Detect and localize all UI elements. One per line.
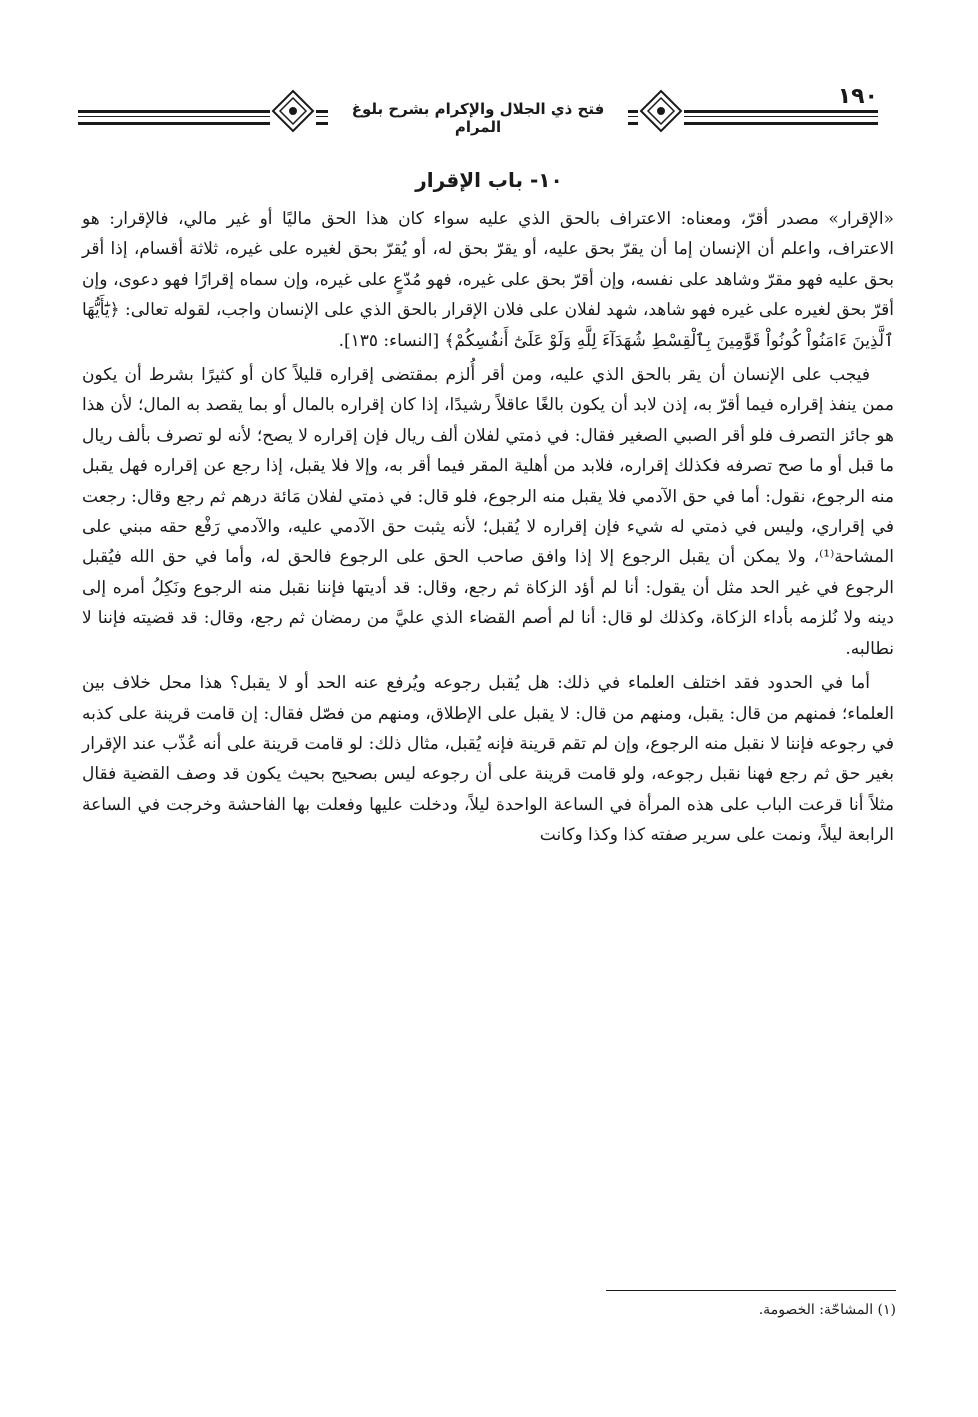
footnote: (١) المشاحّة: الخصومة.: [758, 1302, 896, 1318]
body-text: [82, 204, 894, 855]
page-number: ١٩٠: [837, 84, 878, 109]
paragraph: فيجب على الإنسان أن يقر بالحق الذي عليه، ومن أقر أُلزم بمقتضى إقراره قليلاً كان أو كثيرًا بشرط أن يكون ممن ينفذ إقراره فيما أقرّ به، إذن لابد أن يكون بالغًا عاقلاً رشيدًا، إذا كان إقراره بالمال أو بما يقصد به المال؛ لأن هذا هو جائز التصرف فلو أقر الصبي الصغير فقال: في ذمتي لفلان ألف ريال فإن إقراره لا يصح؛ لأنه لو تصرف بألف ريال ما قبل أو ما صح تصرفه فكذلك إقراره، فلابد من أهلية المقر فيما أقر به، وإلا فلا يقبل، إذا رجع عن إقراره فهل يقبل منه الرجوع، نقول: أما في حق الآدمي فلا يقبل منه الرجوع، فلو قال: في ذمتي لفلان مَائة درهم ثم رجع وقال: رجعت في إقراري، وليس في ذمتي له شيء فإن إقراره لا يُقبل؛ لأنه يثبت حق الآدمي عليه، والآدمي رَفْع حقه مبني على المشاحة⁽¹⁾، ولا يمكن أن يقبل الرجوع إلا إذا وافق صاحب الحق على الرجوع فالحق له، وأما في حق الله فيُقبل الرجوع في غير الحد مثل أن يقول: أنا لم أؤد الزكاة ثم رجع، وقال: قد أديتها فإننا نقبل منه الرجوع ونَكِلُ أمره إلى دينه ولا نُلزمه بأداء الزكاة، وكذلك لو قال: أنا لم أصم القضاء الذي عليَّ من رمضان ثم رجع، وقال: قد قضيته فإننا لا نطالبه.: [82, 365, 895, 659]
ornament-right-icon: [638, 88, 684, 134]
footnote-divider: [606, 1290, 896, 1291]
paragraph: أما في الحدود فقد اختلف العلماء في ذلك: هل يُقبل رجوعه ويُرفع عنه الحد أو لا يقبل؟ هذا محل خلاف بين العلماء؛ فمنهم من قال: يقبل، ومنهم من قال: لا يقبل على الإطلاق، ومنهم من فصّل فقال: إن قامت قرينة على كذبه في رجوعه فإننا لا نقبل منه الرجوع، وإن لم تقم قرينة فإنه يُقبل، مثال ذلك: لو قامت قرينة على أنه عُذّب عند الإقرار بغير حق ثم رجع فهنا نقبل رجوعه، ولو قامت قرينة على أن رجوعه ليس بصحيح بحيث يكون قد وصف القضية فقال مثلاً أنا قرعت الباب على هذه المرأة في الساعة الواحدة ليلاً، ودخلت عليها وفعلت بها الفاحشة وخرجت في الساعة الرابعة ليلاً، ونمت على سرير صفته كذا وكذا وكانت: [82, 673, 894, 846]
book-title: فتح ذي الجلال والإكرام بشرح بلوغ المرام: [328, 100, 628, 136]
ornament-left-icon: [270, 88, 316, 134]
running-header: [78, 80, 878, 140]
chapter-heading: ١٠- باب الإقرار: [415, 168, 563, 192]
paragraph: «الإقرار» مصدر أقرّ، ومعناه: الاعتراف بالحق الذي عليه سواء كان هذا الحق ماليًا أو غير مالي، فالإقرار: هو الاعتراف، واعلم أن الإنسان إما أن يقرّ بحق عليه، أو يقرّ بحق له، أو يُقرّ بحق لغيره على غيره، ثلاثة أقسام، إذا أقر بحق عليه فهو مقرّ وشاهد على نفسه، وإن أقرّ بحق على غيره، فهو مُدّعٍ على غيره، وإن سماه إقرارًا فهو دعوى، وإن أقرّ بحق لغيره على غيره فهو شاهد، شهد لفلان على فلان الإقرار بالحق الذي على الإنسان واجب، لقوله تعالى: ﴿يَٰٓأَيُّهَا ٱلَّذِينَ ءَامَنُواْ كُونُواْ قَوَّٰمِينَ بِٱلْقِسْطِ شُهَدَآءَ لِلَّهِ وَلَوْ عَلَىٰٓ أَنفُسِكُمْ﴾ [النساء: ١٣٥].: [82, 209, 894, 351]
